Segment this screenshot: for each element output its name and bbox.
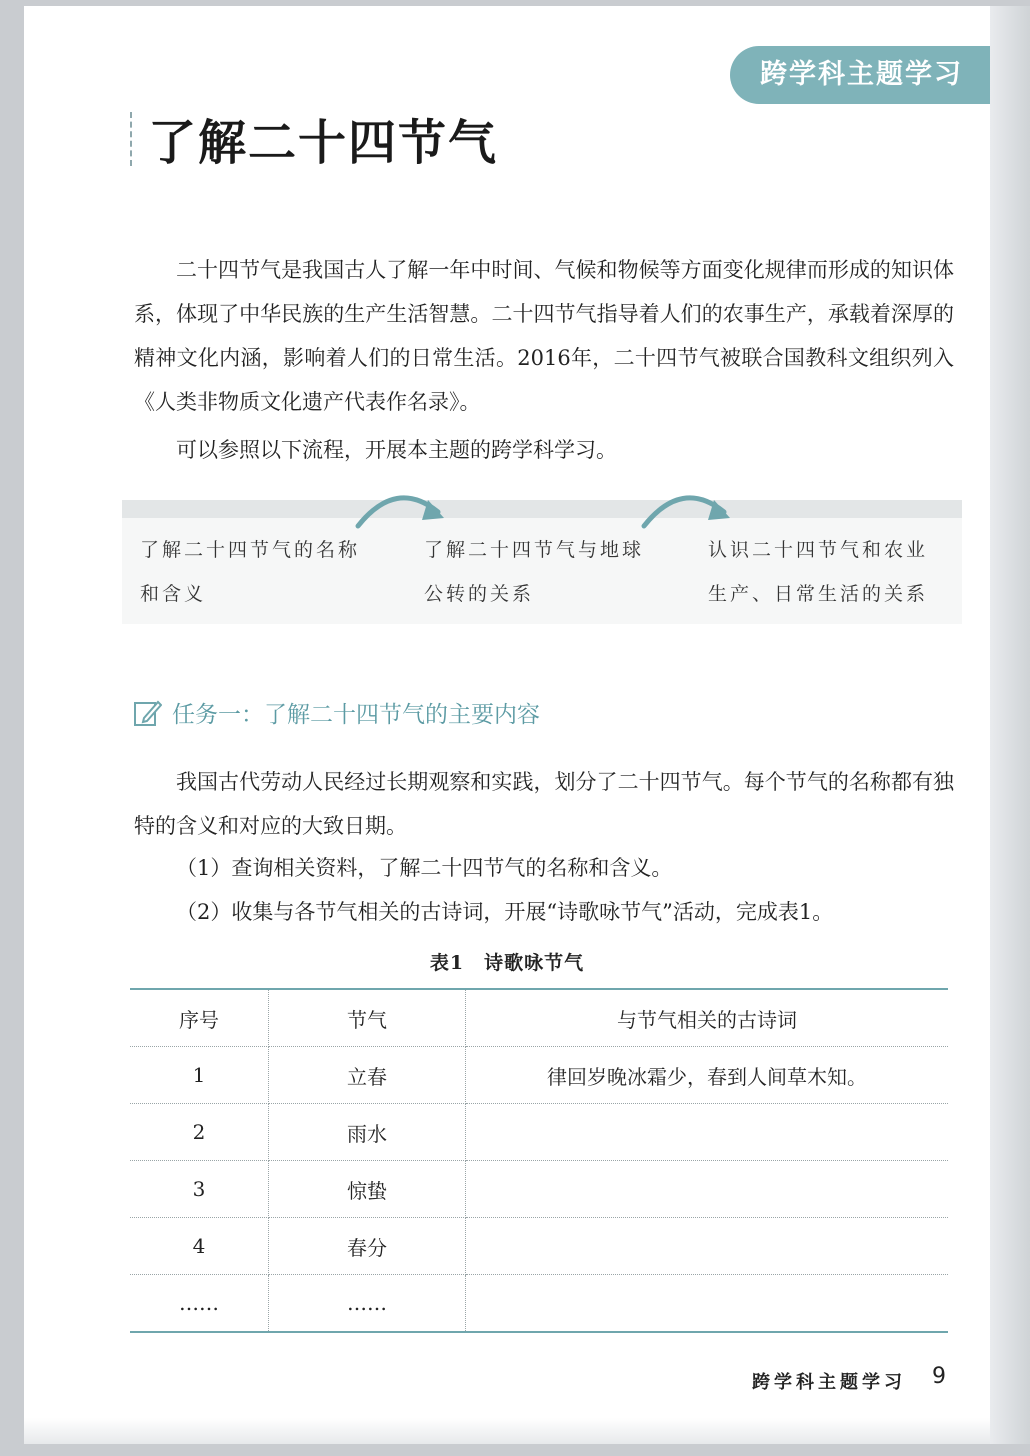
cell-poem xyxy=(466,1275,949,1333)
cell-solar-term: 惊蛰 xyxy=(269,1161,466,1218)
table-header-row xyxy=(130,989,948,1047)
flow-step-1 xyxy=(140,528,390,616)
flow-step-2-line1: 了解二十四节气与地球 xyxy=(424,539,645,561)
task1-item-1: （1）查询相关资料，了解二十四节气的名称和含义。 xyxy=(176,856,673,880)
header-poem: 与节气相关的古诗词 xyxy=(466,989,949,1047)
cell-index: 3 xyxy=(130,1161,269,1218)
footer-section-label: 跨学科主题学习 xyxy=(752,1372,906,1393)
table-row xyxy=(130,1104,948,1161)
cell-solar-term: …… xyxy=(269,1275,466,1333)
task1-heading xyxy=(132,696,540,734)
task1-heading-text: 任务一：了解二十四节气的主要内容 xyxy=(172,702,540,728)
cell-solar-term: 雨水 xyxy=(269,1104,466,1161)
section-banner: 跨学科主题学习 xyxy=(730,46,990,104)
intro-paragraph-2: 可以参照以下流程，开展本主题的跨学科学习。 xyxy=(176,438,617,462)
poem-table xyxy=(130,988,948,1333)
flow-step-2 xyxy=(424,528,674,616)
header-solar-term: 节气 xyxy=(269,989,466,1047)
task1-paragraph: 我国古代劳动人民经过长期观察和实践，划分了二十四节气。每个节气的名称都有独特的含义和对应的大致日期。 xyxy=(134,770,954,838)
flow-step-3-line2: 生产、日常生活的关系 xyxy=(708,583,929,605)
edit-note-icon xyxy=(132,698,162,734)
textbook-page xyxy=(24,6,990,1444)
flow-step-1-line2: 和含义 xyxy=(140,583,207,605)
cell-poem xyxy=(466,1104,949,1161)
title-accent-bar xyxy=(130,112,132,166)
table-caption: 表1 诗歌咏节气 xyxy=(429,952,585,974)
cell-poem xyxy=(466,1218,949,1275)
cell-index: …… xyxy=(130,1275,269,1333)
task1-item-2: （2）收集与各节气相关的古诗词，开展“诗歌咏节气”活动，完成表1。 xyxy=(176,900,834,924)
flow-step-3-line1: 认识二十四节气和农业 xyxy=(708,539,929,561)
cell-poem xyxy=(466,1161,949,1218)
page-bottom-shade xyxy=(24,1418,990,1444)
cell-index: 1 xyxy=(130,1047,269,1104)
flow-step-1-line1: 了解二十四节气的名称 xyxy=(140,539,361,561)
cell-index: 2 xyxy=(130,1104,269,1161)
page-title: 了解二十四节气 xyxy=(148,115,499,171)
flow-arrow-2-icon xyxy=(638,482,738,532)
flow-step-2-line2: 公转的关系 xyxy=(424,583,535,605)
cell-solar-term: 立春 xyxy=(269,1047,466,1104)
cell-solar-term: 春分 xyxy=(269,1218,466,1275)
cell-index: 4 xyxy=(130,1218,269,1275)
table-row xyxy=(130,1218,948,1275)
page-number: 9 xyxy=(932,1364,946,1389)
intro-paragraph-1: 二十四节气是我国古人了解一年中时间、气候和物候等方面变化规律而形成的知识体系，体现了中华民族的生产生活智慧。二十四节气指导着人们的农事生产，承载着深厚的精神文化内涵，影响着人们的日常生活。2016年，二十四节气被联合国教科文组织列入《人类非物质文化遗产代表作名录》。 xyxy=(134,258,954,414)
flow-step-3 xyxy=(708,528,958,616)
cell-poem: 律回岁晚冰霜少，春到人间草木知。 xyxy=(466,1047,949,1104)
page-edge-shadow xyxy=(990,6,1030,1444)
flow-arrow-1-icon xyxy=(352,482,452,532)
table-row xyxy=(130,1047,948,1104)
table-row xyxy=(130,1275,948,1333)
header-index: 序号 xyxy=(130,989,269,1047)
table-row xyxy=(130,1161,948,1218)
